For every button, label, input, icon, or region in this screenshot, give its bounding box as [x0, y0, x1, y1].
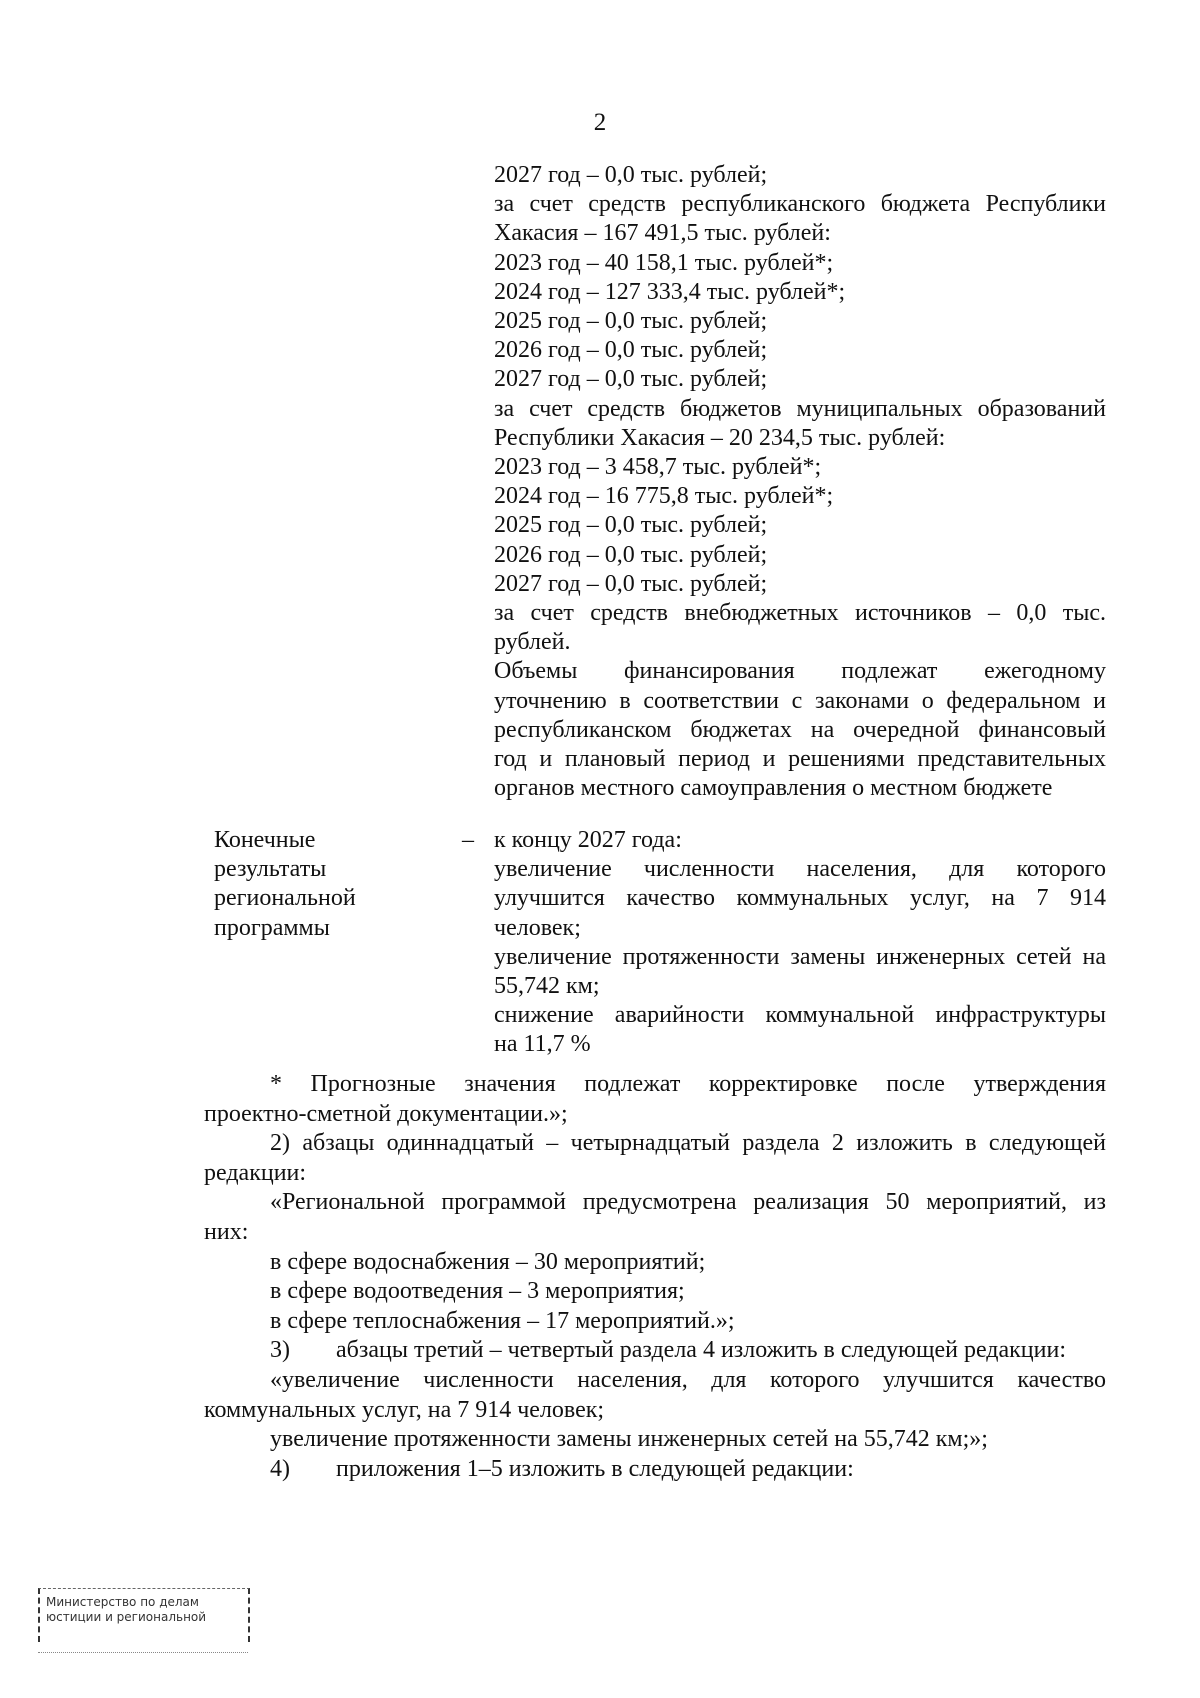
quote-line-2: них:	[204, 1218, 249, 1245]
financing-note-line: республиканском бюджетах на очередной финансовый	[494, 716, 1106, 743]
final-results-label-line: Конечные	[214, 827, 316, 853]
amendment-text	[204, 1070, 1106, 1484]
result-line: на 11,7 %	[494, 1031, 591, 1058]
item-3-number: 3)	[270, 1337, 290, 1364]
stamp-line-1: Министерство по делам	[46, 1595, 199, 1609]
financing-line: 2024 год – 127 333,4 тыс. рублей*;	[494, 278, 846, 305]
heat-supply-line: в сфере теплоснабжения – 17 мероприятий.»;	[270, 1307, 735, 1334]
item-3-line	[204, 1336, 1106, 1366]
item-4-text: приложения 1–5 изложить в следующей редакции:	[336, 1455, 854, 1482]
financing-note-line: Объемы финансирования подлежат ежегодному	[494, 658, 1106, 685]
result-line: снижение аварийности коммунальной инфраструктуры	[494, 1002, 1106, 1029]
result-line: увеличение протяженности замены инженерных сетей на	[494, 943, 1106, 970]
result-line: к концу 2027 года:	[494, 827, 682, 853]
final-results-label	[214, 826, 424, 943]
result-line: увеличение численности населения, для которого	[494, 856, 1106, 883]
final-results-label-line: программы	[214, 914, 330, 941]
financing-line: 2023 год – 3 458,7 тыс. рублей*;	[494, 454, 822, 481]
result-line: 55,742 км;	[494, 973, 600, 1000]
item-4-line	[204, 1455, 1106, 1485]
stamp-bottom-line	[38, 1652, 248, 1653]
financing-line: 2027 год – 0,0 тыс. рублей;	[494, 366, 768, 393]
financing-lines	[494, 161, 1106, 657]
financing-line: за счет средств внебюджетных источников – 0,0 тыс.	[494, 600, 1106, 627]
quote-line-1: «Региональной программой предусмотрена реализация 50 мероприятий, из	[270, 1189, 1106, 1216]
final-results-text	[494, 826, 1106, 1060]
financing-line: 2024 год – 16 775,8 тыс. рублей*;	[494, 483, 834, 510]
item-2-line-1: 2) абзацы одиннадцатый – четырнадцатый раздела 2 изложить в следующей	[270, 1130, 1106, 1157]
registration-stamp	[38, 1588, 250, 1642]
results-dash: –	[462, 827, 474, 853]
financing-note-line: уточнению в соответствии с законами о федеральном и	[494, 687, 1106, 714]
water-disposal-line: в сфере водоотведения – 3 мероприятия;	[270, 1278, 685, 1305]
item-3-text: абзацы третий – четвертый раздела 4 изложить в следующей редакции:	[336, 1337, 1066, 1364]
final-results-label-line: региональной	[214, 885, 356, 912]
financing-line: 2026 год – 0,0 тыс. рублей;	[494, 541, 768, 568]
final-results-label-line: результаты	[214, 856, 327, 883]
result-line: улучшится качество коммунальных услуг, на 7 914	[494, 885, 1106, 912]
financing-line: 2027 год – 0,0 тыс. рублей;	[494, 162, 768, 188]
financing-line: 2023 год – 40 158,1 тыс. рублей*;	[494, 249, 834, 276]
financing-line: 2025 год – 0,0 тыс. рублей;	[494, 512, 768, 539]
footnote-line-2: проектно-сметной документации.»;	[204, 1100, 568, 1127]
stamp-line-2: юстиции и региональной	[46, 1610, 207, 1624]
financing-line: Хакасия – 167 491,5 тыс. рублей:	[494, 220, 831, 247]
financing-line: за счет средств республиканского бюджета Республики	[494, 191, 1106, 218]
item-3-quote-line-3: увеличение протяженности замены инженерных сетей на 55,742 км;»;	[270, 1426, 988, 1453]
page-number: 2	[593, 109, 607, 136]
financing-line: рублей.	[494, 629, 571, 656]
financing-line: за счет средств бюджетов муниципальных образований	[494, 395, 1106, 422]
result-line: человек;	[494, 914, 581, 941]
financing-block	[494, 161, 1106, 803]
financing-note-line: органов местного самоуправления о местном бюджете	[494, 775, 1053, 802]
item-3-quote-line-2: коммунальных услуг, на 7 914 человек;	[204, 1396, 605, 1423]
item-2-line-2: редакции:	[204, 1159, 307, 1186]
financing-note-line: год и плановый период и решениями представительных	[494, 746, 1106, 773]
financing-note	[494, 657, 1106, 803]
financing-line: 2027 год – 0,0 тыс. рублей;	[494, 570, 768, 597]
water-supply-line: в сфере водоснабжения – 30 мероприятий;	[270, 1248, 706, 1275]
financing-line: 2026 год – 0,0 тыс. рублей;	[494, 337, 768, 364]
footnote-line-1: * Прогнозные значения подлежат корректировке после утверждения	[270, 1071, 1106, 1097]
financing-line: 2025 год – 0,0 тыс. рублей;	[494, 308, 768, 335]
item-4-number: 4)	[270, 1455, 290, 1482]
item-3-quote-line-1: «увеличение численности населения, для которого улучшится качество	[270, 1366, 1106, 1393]
financing-line: Республики Хакасия – 20 234,5 тыс. рублей:	[494, 424, 946, 451]
